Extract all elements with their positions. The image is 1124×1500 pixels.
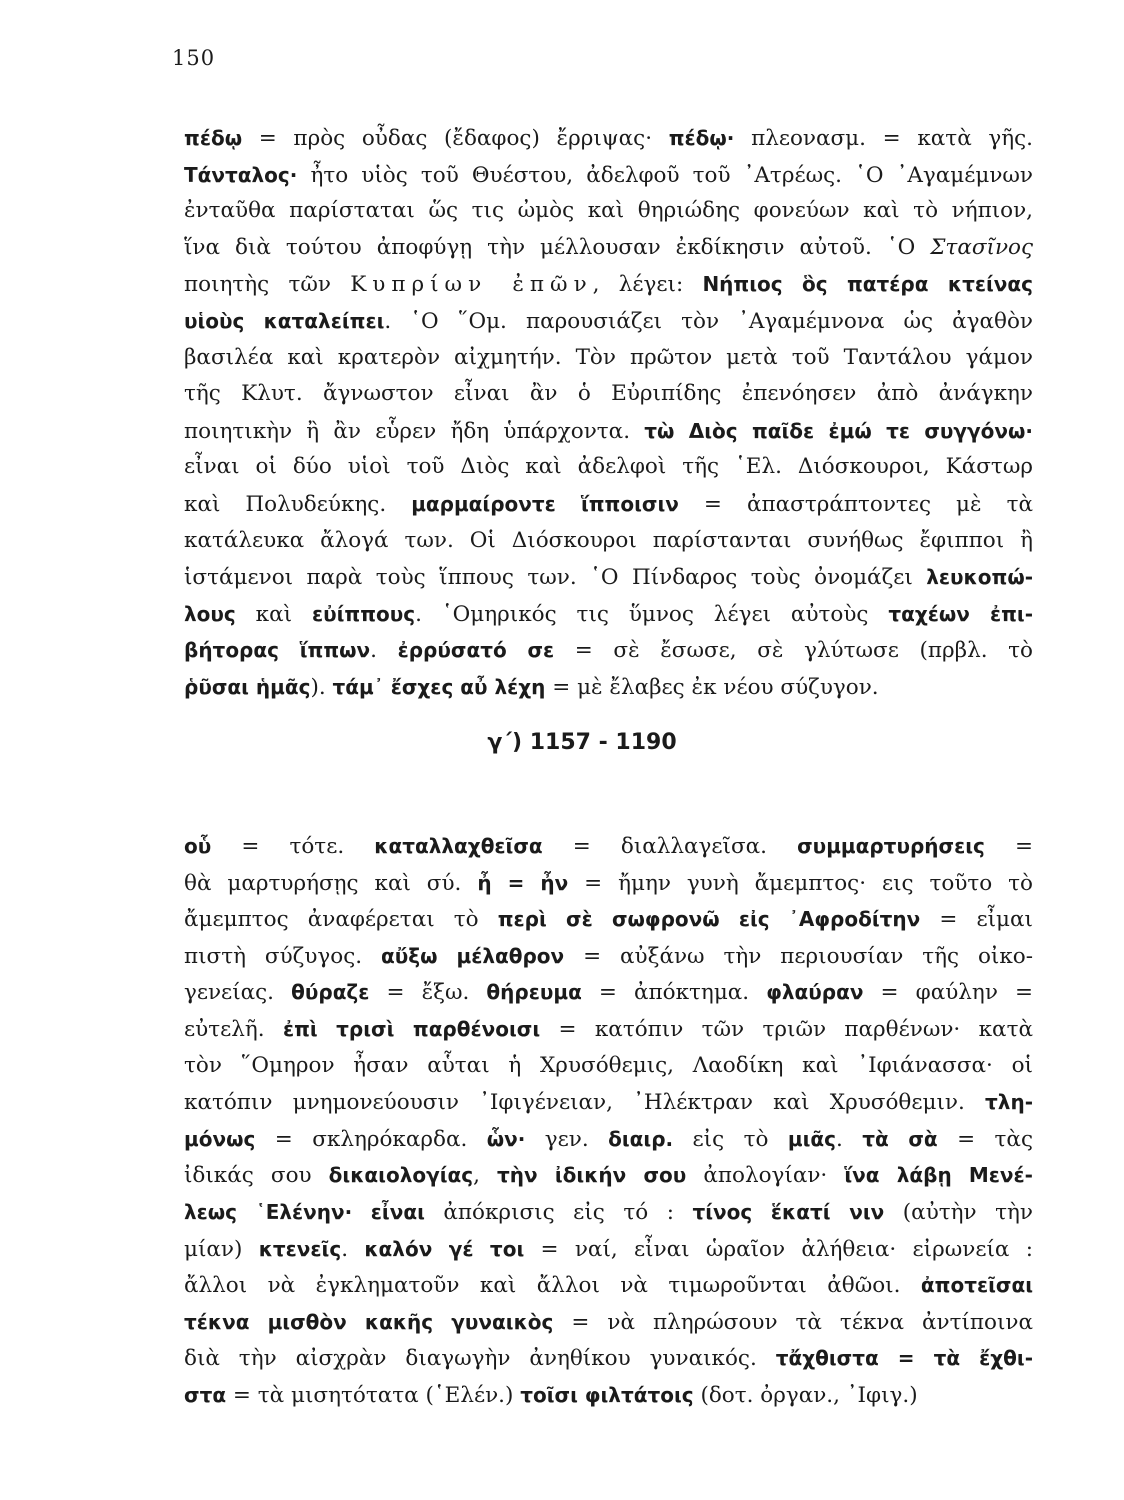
text-run: μίαν) xyxy=(184,1236,259,1262)
text-run: = ἀπαστράπτοντες μὲ τὰ xyxy=(678,491,1033,517)
text-line xyxy=(184,449,1033,486)
section-heading: γ΄) 1157 - 1190 xyxy=(487,730,677,755)
text-run: ποιητικὴν ἢ ἂν εὗρεν ἤδη ὑπάρχοντα. xyxy=(184,418,645,444)
text-run: γενείας. xyxy=(184,980,292,1006)
text-run xyxy=(352,1200,371,1225)
text-run: = νὰ πληρώσουν τὰ τέκνα ἀντίποινα xyxy=(553,1309,1033,1335)
bold-term: τἄχθιστα = τὰ ἔχθι- xyxy=(775,1346,1033,1371)
text-line xyxy=(184,865,1033,902)
text-line xyxy=(184,1267,1033,1304)
text-run: = εἶμαι xyxy=(920,907,1033,933)
text-line xyxy=(184,1304,1033,1341)
text-line xyxy=(184,1377,1033,1414)
text-line xyxy=(184,559,1033,596)
text-run: , xyxy=(473,1163,498,1189)
text-run: = κατόπιν τῶν τριῶν παρθένων· κατὰ xyxy=(540,1016,1033,1042)
bold-term: οὗ xyxy=(184,834,212,858)
bold-term: διαιρ. xyxy=(608,1126,674,1151)
bold-term: πέδῳ xyxy=(184,126,243,150)
bold-term: λεως ῾Ελένην· xyxy=(184,1199,353,1224)
bold-term: φλαύραν xyxy=(766,980,864,1005)
text-line xyxy=(184,157,1033,194)
text-run: θὰ μαρτυρήσῃς καὶ σύ. xyxy=(184,870,478,896)
text-block-lower xyxy=(184,828,1033,1414)
text-line xyxy=(184,413,1033,450)
text-line xyxy=(184,938,1033,975)
text-line xyxy=(184,523,1033,560)
text-run: εὐτελῆ. xyxy=(184,1016,283,1042)
text-run: = μὲ ἔλαβες ἐκ νέου σύζυγον. xyxy=(545,674,879,700)
bold-term: αὔξω μέλαθρον xyxy=(381,943,565,968)
spaced-term: Κυπρίων ἐπῶν xyxy=(350,272,593,298)
text-line xyxy=(184,340,1033,377)
text-line xyxy=(184,901,1033,938)
text-run: = σκληρόκαρδα. xyxy=(255,1126,487,1152)
bold-term: λευκοπώ- xyxy=(926,565,1033,590)
text-run: = ναί, εἶναι ὡραῖον ἀλήθεια· εἰρωνεία : xyxy=(524,1236,1033,1262)
text-line xyxy=(184,1048,1033,1085)
bold-term: δικαιολογίας xyxy=(328,1163,474,1188)
text-line xyxy=(184,1231,1033,1268)
bold-term: υἱοὺς καταλείπει xyxy=(184,308,385,333)
text-line xyxy=(184,1340,1033,1377)
text-run: πλεονασμ. = κατὰ γῆς. xyxy=(734,126,1033,151)
text-run: κατάλευκα ἄλογά των. Οἱ Διόσκουροι παρίστανται συνήθως ἔφιπποι ἢ xyxy=(184,527,1033,553)
bold-term: καλόν γέ τοι xyxy=(364,1236,525,1261)
bold-term: θήρευμα xyxy=(486,980,582,1005)
bold-term: κτενεῖς xyxy=(258,1236,342,1261)
text-run: = ἀπόκτημα. xyxy=(581,980,767,1006)
text-run: = σὲ ἔσωσε, σὲ γλύτωσε (πρβλ. τὸ xyxy=(554,638,1033,664)
text-run: ἀπολογίαν· xyxy=(686,1163,845,1189)
bold-term: καταλλαχθεῖσα xyxy=(374,834,543,858)
text-run: = διαλλαγεῖσα. xyxy=(542,834,798,859)
text-run: ποιητὴς τῶν xyxy=(184,272,351,298)
page-number: 150 xyxy=(172,46,216,70)
text-line xyxy=(184,974,1033,1011)
text-line xyxy=(184,193,1033,230)
text-run: διὰ τὴν αἰσχρὰν διαγωγὴν ἀνηθίκου γυναικός. xyxy=(184,1346,776,1372)
text-line xyxy=(184,1011,1033,1048)
text-run: ἰδικάς σου xyxy=(184,1163,329,1189)
text-line xyxy=(184,1157,1033,1194)
text-run: = τὰς xyxy=(937,1126,1033,1152)
bold-term: ἀποτεῖσαι xyxy=(920,1273,1033,1298)
text-run: ἄμεμπτος ἀναφέρεται τὸ xyxy=(184,907,498,933)
bold-term: Τάνταλος· xyxy=(184,162,298,187)
text-run: = τότε. xyxy=(211,834,375,859)
text-run: . ῾Ομηρικός τις ὕμνος λέγει αὐτοὺς xyxy=(415,601,889,627)
text-block-upper xyxy=(184,120,1033,706)
bold-term: μόνως xyxy=(184,1126,256,1151)
text-run: = τὰ μισητότατα (῾Ελέν.) xyxy=(226,1382,521,1408)
bold-term: τέκνα μισθὸν κακῆς γυναικὸς xyxy=(184,1309,554,1334)
text-run: εἰς τὸ xyxy=(673,1126,788,1152)
text-line xyxy=(184,632,1033,669)
text-run: πιστὴ σύζυγος. xyxy=(184,943,381,969)
text-run: καὶ Πολυδεύκης. xyxy=(184,491,412,517)
bold-term: θύραζε xyxy=(291,980,370,1005)
bold-term: στα xyxy=(184,1382,227,1407)
text-run: = ἤμην γυνὴ ἄμεμπτος· εις τοῦτο τὸ xyxy=(568,870,1033,896)
text-line xyxy=(184,230,1033,267)
text-line xyxy=(184,376,1033,413)
text-run: ἱστάμενοι παρὰ τοὺς ἵππους των. ῾Ο Πίνδαρος τοὺς ὀνομάζει xyxy=(184,565,927,591)
text-run: ἄλλοι νὰ ἐγκληματοῦν καὶ ἄλλοι νὰ τιμωροῦνται ἀθῶοι. xyxy=(184,1273,921,1299)
text-run: , λέγει: xyxy=(592,272,703,298)
bold-term: λους xyxy=(184,601,236,626)
bold-term: τλη- xyxy=(985,1090,1033,1115)
bold-term: πέδῳ· xyxy=(668,126,735,150)
text-line xyxy=(184,1084,1033,1121)
bold-term: ἐπὶ τρισὶ παρθένοισι xyxy=(282,1016,541,1041)
bold-term: συμμαρτυρήσεις xyxy=(797,834,985,858)
bold-term: ὧν· xyxy=(486,1126,526,1151)
text-run: = αὐξάνω τὴν περιουσίαν τῆς οἰκο- xyxy=(564,943,1033,969)
bold-term: τοῖσι φιλτάτοις xyxy=(520,1382,694,1407)
text-run: ἀπόκρισις εἰς τό : xyxy=(424,1199,693,1225)
text-run: = πρὸς οὖδας (ἔδαφος) ἔρριψας· xyxy=(242,126,669,151)
bold-term: ἦ = ἦν xyxy=(477,870,569,895)
bold-term: εὐίππους xyxy=(311,601,416,626)
bold-term: ῥῦσαι ἡμᾶς xyxy=(184,674,311,699)
text-run: βασιλέα καὶ κρατερὸν αἰχμητήν. Τὸν πρῶτον μετὰ τοῦ Ταντάλου γάμον xyxy=(184,344,1033,370)
text-line xyxy=(184,1121,1033,1158)
bold-term: τὴν ἰδικήν σου xyxy=(497,1163,687,1188)
bold-term: τὼ Διὸς παῖδε ἐμώ τε συγγόνω· xyxy=(644,418,1033,443)
text-line xyxy=(184,120,1033,157)
text-run: = xyxy=(984,834,1033,859)
bold-term: ταχέων ἐπι- xyxy=(888,601,1034,626)
bold-term: τίνος ἕκατί νιν xyxy=(692,1199,885,1224)
text-line xyxy=(184,486,1033,523)
bold-term: εἶναι xyxy=(370,1199,425,1224)
text-run: (αὐτὴν τὴν xyxy=(884,1199,1033,1225)
text-line xyxy=(184,1194,1033,1231)
text-line xyxy=(184,669,1033,706)
text-run: καὶ xyxy=(235,601,312,627)
text-run: . xyxy=(341,1236,365,1262)
text-run: = φαύλην = xyxy=(863,980,1033,1006)
bold-term: βήτορας ἵππων xyxy=(184,638,371,663)
bold-term: μαρμαίροντε ἵπποισιν xyxy=(411,491,679,516)
text-run: εἶναι οἱ δύο υἱοὶ τοῦ Διὸς καὶ ἀδελφοὶ τῆς ῾Ελ. Διόσκουροι, Κάστωρ xyxy=(184,454,1033,480)
text-line xyxy=(184,596,1033,633)
text-run: τῆς Κλυτ. ἄγνωστον εἶναι ἂν ὁ Εὐριπίδης ἐπενόησεν ἀπὸ ἀνάγκην xyxy=(184,381,1033,407)
bold-term: μιᾶς xyxy=(787,1126,836,1151)
bold-term: ἵνα λάβῃ Μενέ- xyxy=(844,1163,1033,1188)
text-run: (δοτ. ὀργαν., ᾽Ιφιγ.) xyxy=(693,1382,918,1408)
text-run: γεν. xyxy=(525,1126,609,1152)
bold-term: Νήπιος ὃς πατέρα κτείνας xyxy=(702,272,1033,297)
text-line xyxy=(184,828,1033,865)
text-run: ). xyxy=(310,674,333,700)
text-run: ἐνταῦθα παρίσταται ὥς τις ὠμὸς καὶ θηριώδης φονεύων καὶ τὸ νήπιον, xyxy=(184,198,1033,224)
text-run: ἵνα διὰ τούτου ἀποφύγῃ τὴν μέλλουσαν ἐκδίκησιν αὐτοῦ. ῾Ο xyxy=(184,234,931,260)
text-run: τὸν ῞Ομηρον ἦσαν αὗται ἡ Χρυσόθεμις, Λαοδίκη καὶ ᾽Ιφιάνασσα· οἱ xyxy=(184,1052,1033,1078)
text-run: ἦτο υἱὸς τοῦ Θυέστου, ἀδελφοῦ τοῦ ᾽Ατρέως. ῾Ο ᾽Αγαμέμνων xyxy=(297,162,1033,188)
text-run: . xyxy=(370,638,398,664)
bold-term: ἐρρύσατό σε xyxy=(397,638,555,663)
text-line xyxy=(184,266,1033,303)
text-run: . ῾Ο ῞Ομ. παρουσιάζει τὸν ᾽Αγαμέμνονα ὡς ἀγαθὸν xyxy=(384,308,1033,334)
bold-term: τὰ σὰ xyxy=(862,1126,938,1151)
bold-term: περὶ σὲ σωφρονῶ εἰς ᾽Αφροδίτην xyxy=(497,907,921,932)
text-line xyxy=(184,303,1033,340)
text-run: κατόπιν μνημονεύουσιν ᾽Ιφιγένειαν, ᾽Ηλέκτραν καὶ Χρυσόθεμιν. xyxy=(184,1090,986,1116)
bold-term: τάμ᾽ ἔσχες αὖ λέχη xyxy=(332,674,546,699)
text-run: . xyxy=(835,1126,863,1152)
italic-term: Στασῖνος xyxy=(930,234,1033,260)
text-run: = ἔξω. xyxy=(369,980,487,1006)
